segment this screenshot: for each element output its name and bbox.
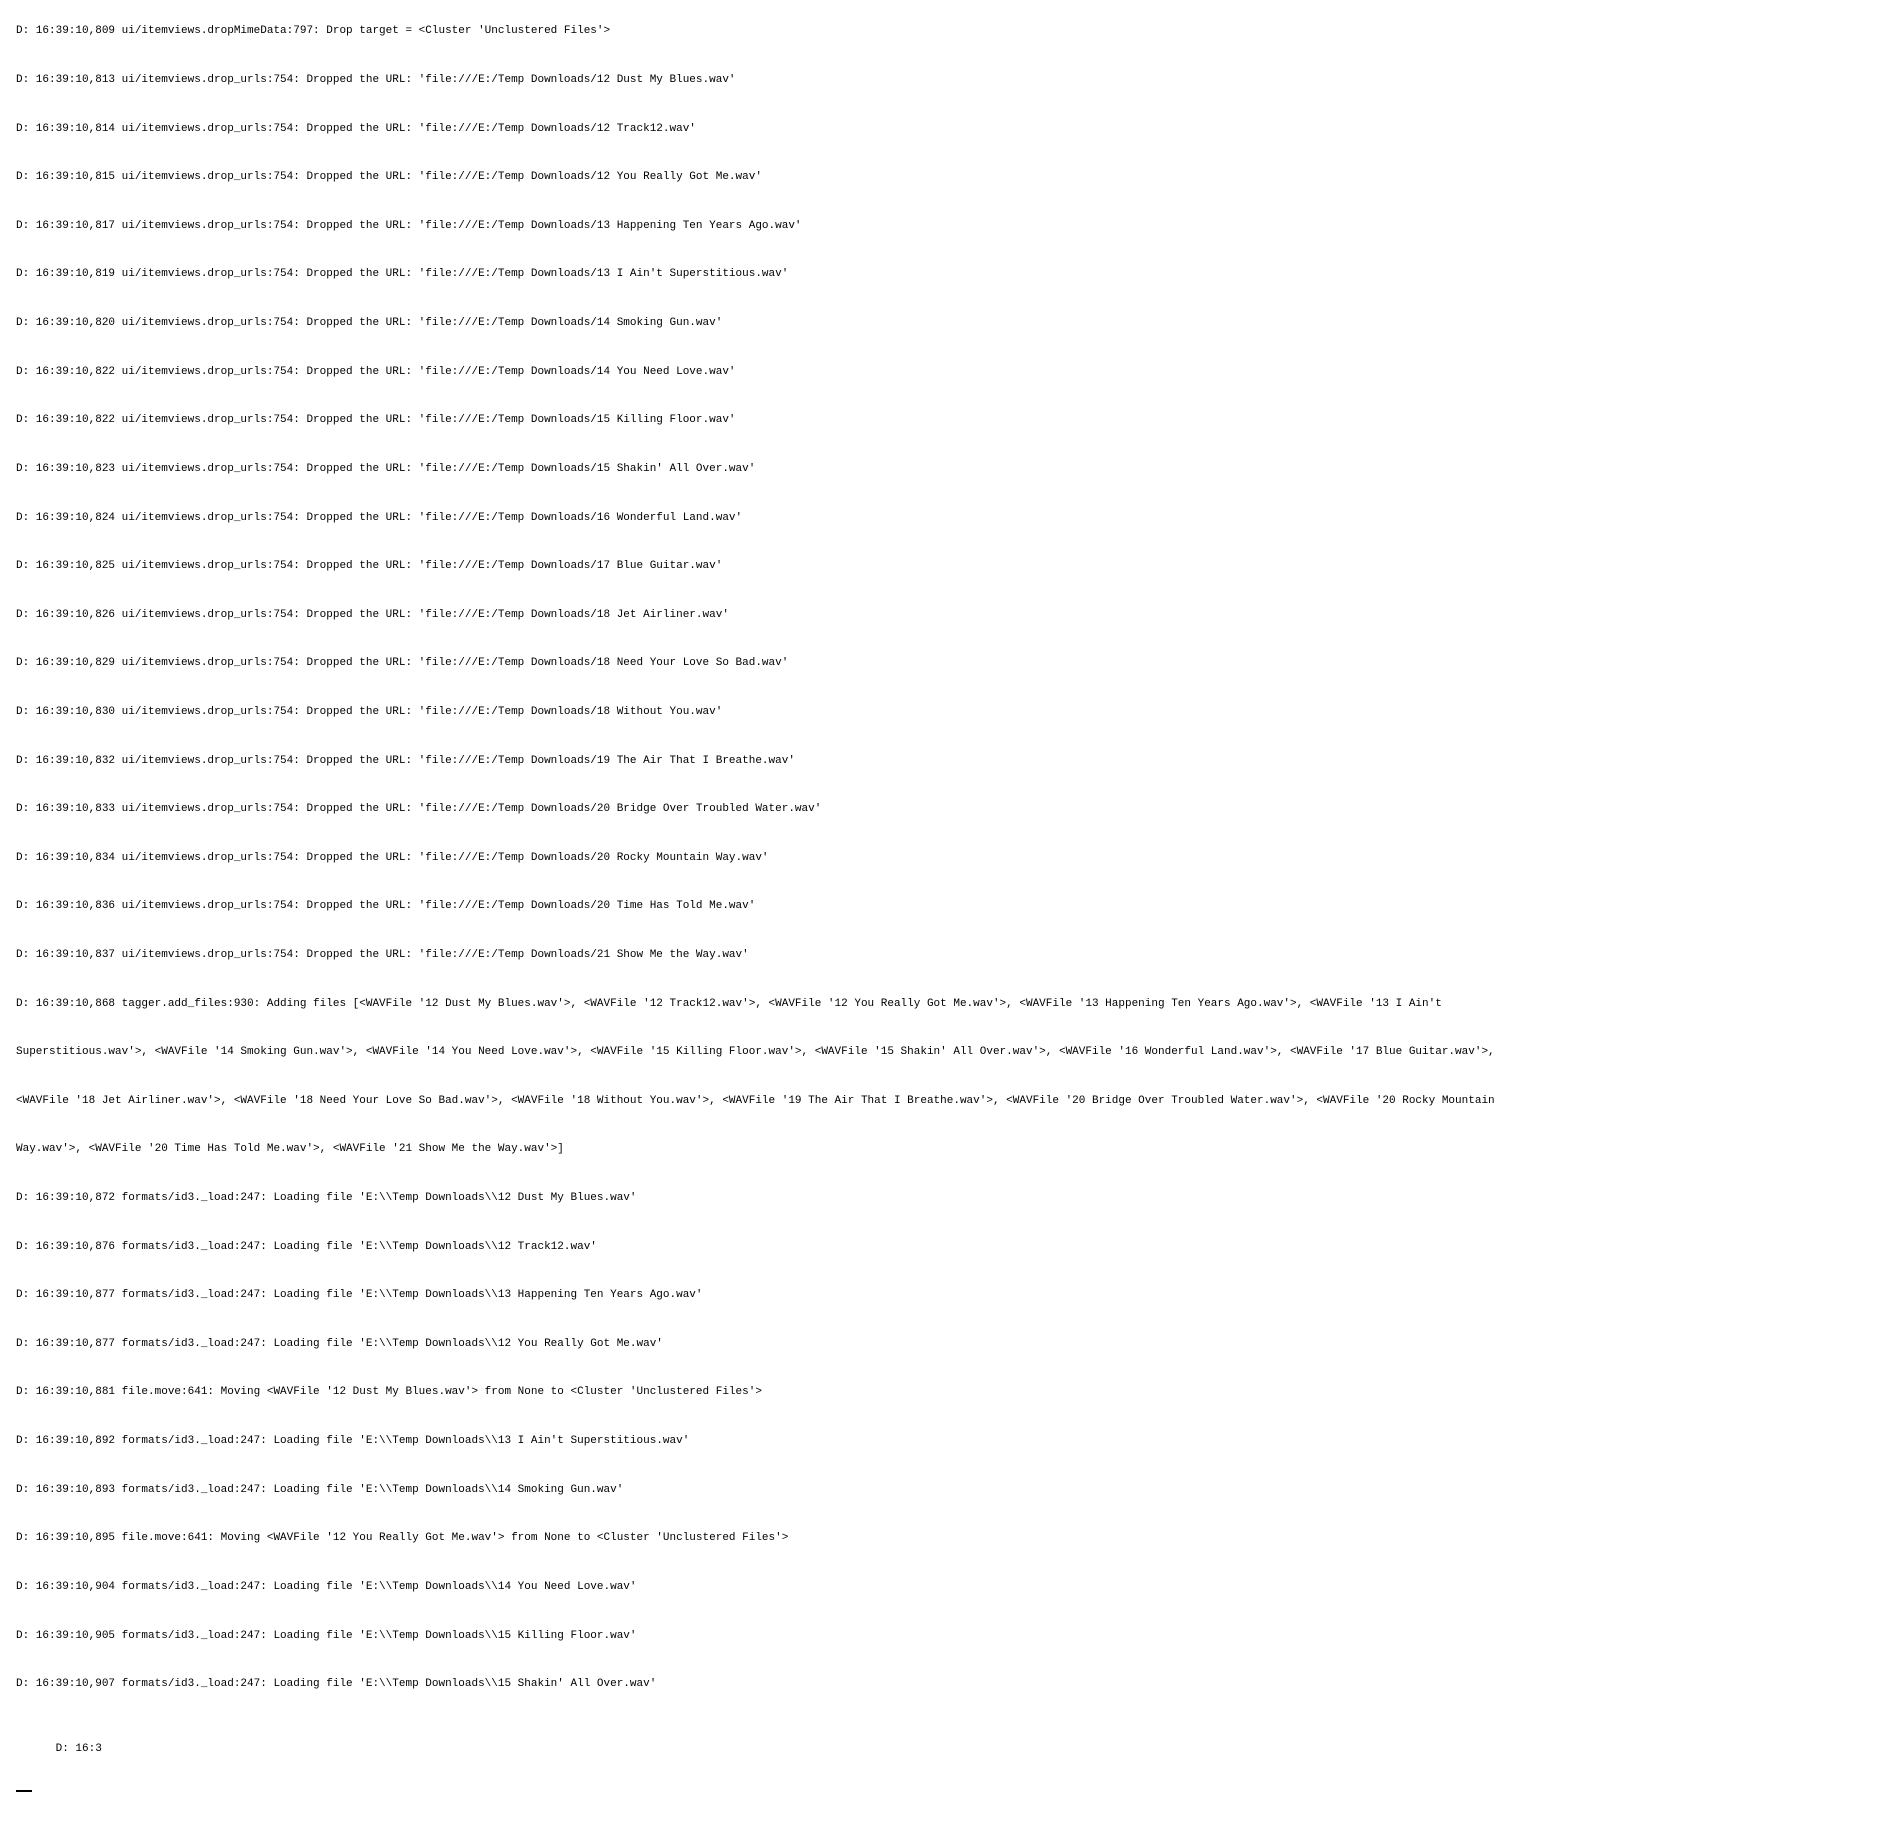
log-line: D: 16:39:10,817 ui/itemviews.drop_urls:754: Dropped the URL: 'file:///E:/Temp Downloads/13 Happening Ten Years Ago.wav': [16, 219, 802, 232]
log-output: [16, 0, 1870, 1822]
log-line: D: 16:39:10,895 file.move:641: Moving <WAVFile '12 You Really Got Me.wav'> from None to <Cluster 'Unclustered Files'>: [16, 1532, 789, 1545]
log-line: D: 16:39:10,825 ui/itemviews.drop_urls:754: Dropped the URL: 'file:///E:/Temp Downloads/17 Blue Guitar.wav': [16, 560, 723, 573]
log-line: D: 16:39:10,837 ui/itemviews.drop_urls:754: Dropped the URL: 'file:///E:/Temp Downloads/21 Show Me the Way.wav': [16, 948, 749, 961]
log-line: D: 16:39:10,877 formats/id3._load:247: Loading file 'E:\\Temp Downloads\\13 Happening Ten Years Ago.wav': [16, 1289, 703, 1302]
log-line: D: 16:39:10,881 file.move:641: Moving <WAVFile '12 Dust My Blues.wav'> from None to <Cluster 'Unclustered Files'>: [16, 1386, 762, 1399]
log-line: D: 16:39:10,872 formats/id3._load:247: Loading file 'E:\\Temp Downloads\\12 Dust My Blues.wav': [16, 1192, 637, 1205]
log-line: D: 16:39:10,823 ui/itemviews.drop_urls:754: Dropped the URL: 'file:///E:/Temp Downloads/15 Shakin' All Over.wav': [16, 462, 756, 475]
partial-log-line: D: 16:3: [55, 1742, 102, 1755]
log-line: D: 16:39:10,905 formats/id3._load:247: Loading file 'E:\\Temp Downloads\\15 Killing Floor.wav': [16, 1629, 637, 1642]
log-line: D: 16:39:10,834 ui/itemviews.drop_urls:754: Dropped the URL: 'file:///E:/Temp Downloads/20 Rocky Mountain Way.wav': [16, 851, 769, 864]
log-line: D: 16:39:10,830 ui/itemviews.drop_urls:754: Dropped the URL: 'file:///E:/Temp Downloads/18 Without You.wav': [16, 705, 723, 718]
log-line-wrapped: Superstitious.wav'>, <WAVFile '14 Smoking Gun.wav'>, <WAVFile '14 You Need Love.wav'>, <WAVFile '15 Killing Floor.wav'>, <WAVFile '15 Shakin' All Over.wav'>, <WAVFile '16 Wonderful Land.wav'>, <WAVFile '17 Blue Guitar.wav'>,: [16, 1046, 1495, 1059]
log-line: D: 16:39:10,877 formats/id3._load:247: Loading file 'E:\\Temp Downloads\\12 You Really Got Me.wav': [16, 1337, 663, 1350]
log-line: D: 16:39:10,833 ui/itemviews.drop_urls:754: Dropped the URL: 'file:///E:/Temp Downloads/20 Bridge Over Troubled Water.wav': [16, 803, 822, 816]
log-line: D: 16:39:10,826 ui/itemviews.drop_urls:754: Dropped the URL: 'file:///E:/Temp Downloads/18 Jet Airliner.wav': [16, 608, 729, 621]
log-line: D: 16:39:10,815 ui/itemviews.drop_urls:754: Dropped the URL: 'file:///E:/Temp Downloads/12 You Really Got Me.wav': [16, 171, 762, 184]
log-line: D: 16:39:10,892 formats/id3._load:247: Loading file 'E:\\Temp Downloads\\13 I Ain't Superstitious.wav': [16, 1435, 690, 1448]
log-line: D: 16:39:10,819 ui/itemviews.drop_urls:754: Dropped the URL: 'file:///E:/Temp Downloads/13 I Ain't Superstitious.wav': [16, 268, 789, 281]
log-line: D: 16:39:10,809 ui/itemviews.dropMimeData:797: Drop target = <Cluster 'Unclustered Files'>: [16, 25, 611, 38]
log-line: D: 16:39:10,836 ui/itemviews.drop_urls:754: Dropped the URL: 'file:///E:/Temp Downloads/20 Time Has Told Me.wav': [16, 900, 756, 913]
log-line: D: 16:39:10,893 formats/id3._load:247: Loading file 'E:\\Temp Downloads\\14 Smoking Gun.wav': [16, 1483, 624, 1496]
log-line: D: 16:39:10,822 ui/itemviews.drop_urls:754: Dropped the URL: 'file:///E:/Temp Downloads/15 Killing Floor.wav': [16, 414, 736, 427]
log-line: D: 16:39:10,813 ui/itemviews.drop_urls:754: Dropped the URL: 'file:///E:/Temp Downloads/12 Dust My Blues.wav': [16, 74, 736, 87]
log-line: D: 16:39:10,868 tagger.add_files:930: Adding files [<WAVFile '12 Dust My Blues.wav'>, <WAVFile '12 Track12.wav'>, <WAVFile '12 You Really Got Me.wav'>, <WAVFile '13 Happening Ten Years Ago.wav'>, <WAVFile '13 I Ain't: [16, 997, 1442, 1010]
log-line: D: 16:39:10,904 formats/id3._load:247: Loading file 'E:\\Temp Downloads\\14 You Need Love.wav': [16, 1580, 637, 1593]
log-line: D: 16:39:10,814 ui/itemviews.drop_urls:754: Dropped the URL: 'file:///E:/Temp Downloads/12 Track12.wav': [16, 122, 696, 135]
log-line: D: 16:39:10,907 formats/id3._load:247: Loading file 'E:\\Temp Downloads\\15 Shakin' All Over.wav': [16, 1678, 657, 1691]
log-line: D: 16:39:10,876 formats/id3._load:247: Loading file 'E:\\Temp Downloads\\12 Track12.wav': [16, 1240, 597, 1253]
log-line: D: 16:39:10,832 ui/itemviews.drop_urls:754: Dropped the URL: 'file:///E:/Temp Downloads/19 The Air That I Breathe.wav': [16, 754, 795, 767]
log-line-wrapped: Way.wav'>, <WAVFile '20 Time Has Told Me.wav'>, <WAVFile '21 Show Me the Way.wav'>]: [16, 1143, 564, 1156]
log-line: D: 16:39:10,822 ui/itemviews.drop_urls:754: Dropped the URL: 'file:///E:/Temp Downloads/14 You Need Love.wav': [16, 365, 736, 378]
log-line: D: 16:39:10,824 ui/itemviews.drop_urls:754: Dropped the URL: 'file:///E:/Temp Downloads/16 Wonderful Land.wav': [16, 511, 743, 524]
log-line: D: 16:39:10,829 ui/itemviews.drop_urls:754: Dropped the URL: 'file:///E:/Temp Downloads/18 Need Your Love So Bad.wav': [16, 657, 789, 670]
log-line-wrapped: <WAVFile '18 Jet Airliner.wav'>, <WAVFile '18 Need Your Love So Bad.wav'>, <WAVFile '18 Without You.wav'>, <WAVFile '19 The Air That I Breathe.wav'>, <WAVFile '20 Bridge Over Troubled Water.wav'>, <WAVFile '20 Rocky Mountain: [16, 1094, 1495, 1107]
text-cursor: [16, 1790, 32, 1792]
current-input-line: [16, 1725, 1870, 1790]
log-line: D: 16:39:10,820 ui/itemviews.drop_urls:754: Dropped the URL: 'file:///E:/Temp Downloads/14 Smoking Gun.wav': [16, 317, 723, 330]
